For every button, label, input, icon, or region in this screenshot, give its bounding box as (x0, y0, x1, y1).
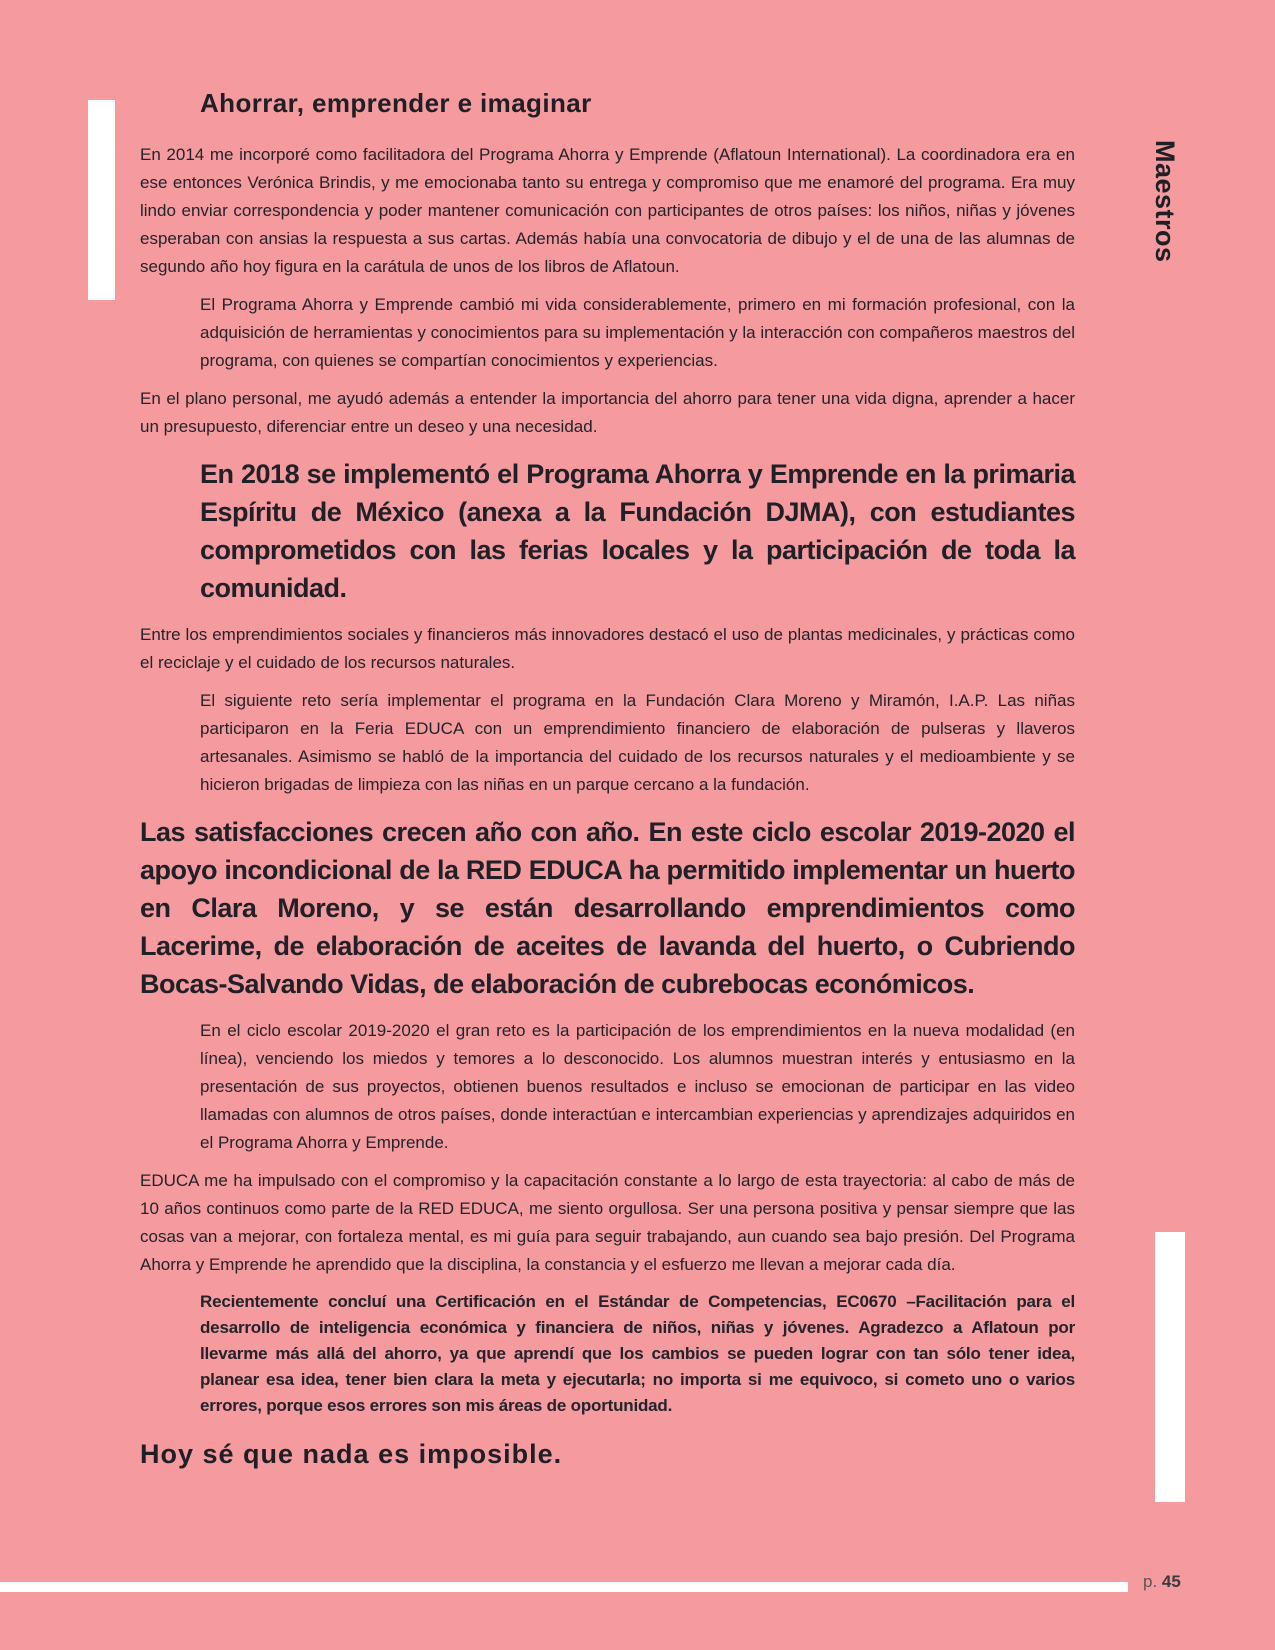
section-label-maestros: Maestros (1150, 140, 1180, 263)
body-paragraph: EDUCA me ha impulsado con el compromiso y la capacitación constante a lo largo de esta trayectoria: al cabo de más de 10 años continuos como parte de la RED EDUCA, me siento orgullosa. Ser una persona positiva y pensar siempre que las cosas van a mejorar, con fortaleza mental, es mi guía para seguir trabajando, aun cuando sea bajo presión. Del Programa Ahorra y Emprende he aprendido que la disciplina, la constancia y el esfuerzo me llevan a mejorar cada día. (140, 1171, 1075, 1274)
body-paragraph: En 2014 me incorporé como facilitadora del Programa Ahorra y Emprende (Aflatoun International). La coordinadora era en ese entonces Verónica Brindis, y me emocionaba tanto su entrega y compromiso que me enamoré del programa. Era muy lindo enviar correspondencia y poder mantener comunicación con participantes de otros países: los niños, niñas y jóvenes esperaban con ansias la respuesta a sus cartas. Además había una convocatoria de dibujo y el de una de las alumnas de segundo año hoy figura en la carátula de unos de los libros de Aflatoun. (140, 145, 1075, 276)
indented-paragraph: En el ciclo escolar 2019-2020 el gran reto es la participación de los emprendimientos en la nueva modalidad (en línea), venciendo los miedos y temores a lo desconocido. Los alumnos muestran interés y entusiasmo en la presentación de sus proyectos, obtienen buenos resultados e incluso se emocionan de participar en las video llamadas con alumnos de otros países, donde interactúan e intercambian experiencias y aprendizajes adquiridos en el Programa Ahorra y Emprende. (200, 1021, 1075, 1152)
closing-heading: Hoy sé que nada es imposible. (140, 1439, 563, 1469)
page-number-label: p. (1143, 1572, 1158, 1591)
bold-indented-paragraph: Recientemente concluí una Certificación en el Estándar de Competencias, EC0670 –Facilitación para el desarrollo de inteligencia económica y financiera de niños, niñas y jóvenes. Agradezco a Aflatoun por llevarme más allá del ahorro, ya que aprendí que los cambios se pueden lograr con tan sólo tener idea, planear esa idea, tener bien clara la meta y ejecutarla; no importa si me equivoco, si cometo uno o varios errores, porque esos errores son mis áreas de oportunidad. (200, 1292, 1075, 1415)
pull-quote: En 2018 se implementó el Programa Ahorra y Emprende en la primaria Espíritu de México (anexa a la Fundación DJMA), con estudiantes comprometidos con las ferias locales y la participación de toda la comunidad. (200, 459, 1075, 603)
right-accent-bar (1155, 1232, 1185, 1502)
indented-paragraph: El Programa Ahorra y Emprende cambió mi vida considerablemente, primero en mi formación profesional, con la adquisición de herramientas y conocimientos para su implementación y la interacción con compañeros maestros del programa, con quienes se compartían conocimientos y experiencias. (200, 295, 1076, 370)
page-number-value: 45 (1161, 1572, 1181, 1591)
body-paragraph: Entre los emprendimientos sociales y financieros más innovadores destacó el uso de plantas medicinales, y prácticas como el reciclaje y el cuidado de los recursos naturales. (140, 625, 1075, 672)
body-paragraph: En el plano personal, me ayudó además a entender la importancia del ahorro para tener una vida digna, aprender a hacer un presupuesto, diferenciar entre un deseo y una necesidad. (140, 389, 1075, 436)
page-title: Ahorrar, emprender e imaginar (200, 88, 592, 118)
page-number (1143, 1572, 1181, 1592)
article-content (140, 0, 1075, 1470)
bottom-accent-bar (0, 1582, 1128, 1592)
indented-paragraph: El siguiente reto sería implementar el programa en la Fundación Clara Moreno y Miramón, I.A.P. Las niñas participaron en la Feria EDUCA con un emprendimiento financiero de elaboración de pulseras y llaveros artesanales. Asimismo se habló de la importancia del cuidado de los recursos naturales y el medioambiente y se hicieron brigadas de limpieza con las niñas en un parque cercano a la fundación. (200, 691, 1075, 794)
pull-quote: Las satisfacciones crecen año con año. En este ciclo escolar 2019-2020 el apoyo incondicional de la RED EDUCA ha permitido implementar un huerto en Clara Moreno, y se están desarrollando emprendimientos como Lacerime, de elaboración de aceites de lavanda del huerto, o Cubriendo Bocas-Salvando Vidas, de elaboración de cubrebocas económicos. (140, 817, 1075, 999)
left-accent-bar (88, 100, 115, 300)
